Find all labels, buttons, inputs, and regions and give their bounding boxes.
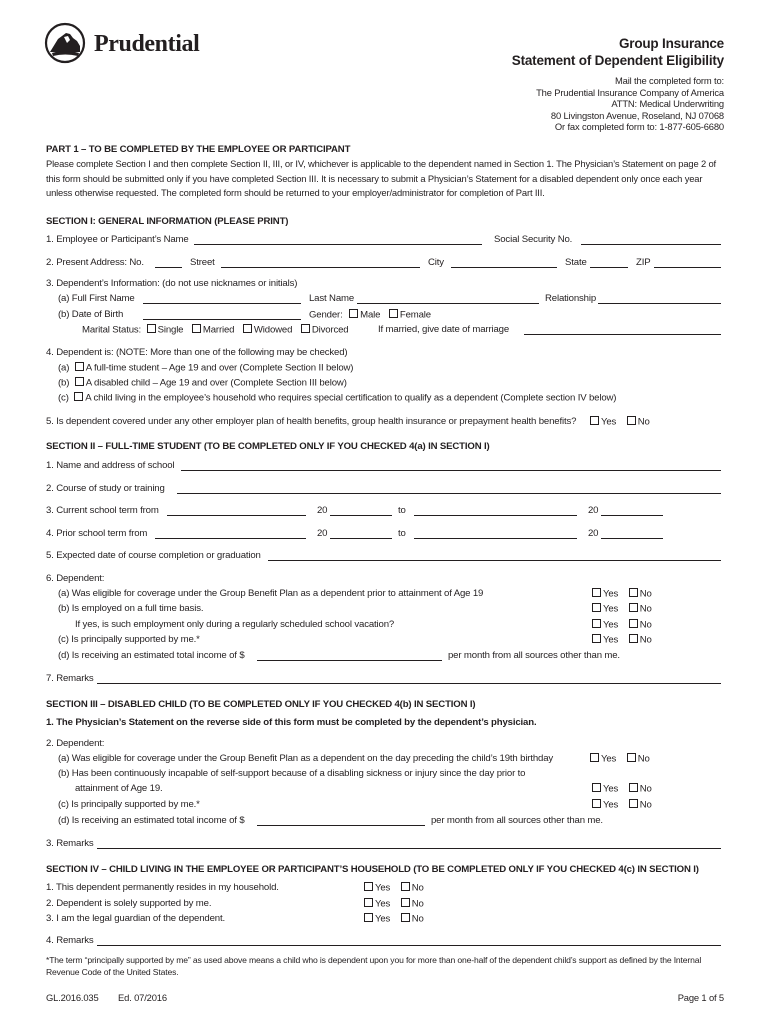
male-label: Male	[360, 309, 381, 321]
s3-dependent-label: 2. Dependent:	[46, 738, 105, 749]
q6c-label: (c) Is principally supported by me.*	[58, 634, 200, 645]
no-label: No	[639, 634, 652, 646]
mailing-instructions	[536, 75, 724, 133]
brand-name: Prudential	[94, 31, 200, 57]
no-label: No	[637, 753, 650, 765]
physician-statement-note: 1. The Physician’s Statement on the reverse side of this form must be completed by the dependent’s physician.	[46, 717, 537, 728]
prior-term-to-year-prefix: 20	[588, 528, 599, 539]
s4-q1-yes-checkbox[interactable]	[364, 882, 373, 891]
option-4b	[58, 377, 347, 389]
yes-label: Yes	[601, 416, 617, 428]
last-name-field[interactable]	[357, 294, 539, 304]
city-label: City	[428, 257, 444, 268]
yes-label: Yes	[603, 799, 619, 811]
yes-label: Yes	[603, 783, 619, 795]
s3-remarks-field[interactable]	[97, 839, 721, 849]
gender-label: Gender:	[309, 309, 343, 321]
no-label: No	[639, 603, 652, 615]
q6d-income-field[interactable]	[257, 651, 442, 661]
q2a-no-checkbox[interactable]	[627, 753, 636, 762]
prior-term-to-field[interactable]	[414, 529, 577, 539]
q2b2-label: attainment of Age 19.	[75, 783, 163, 794]
q6a-label: (a) Was eligible for coverage under the Group Benefit Plan as a dependent prior to attainment of Age 19	[58, 588, 484, 599]
zip-field[interactable]	[654, 258, 721, 268]
q6c-yes-checkbox[interactable]	[592, 634, 601, 643]
course-label: 2. Course of study or training	[46, 483, 165, 494]
option-4a-prefix: (a)	[58, 362, 70, 374]
male-checkbox[interactable]	[349, 309, 358, 318]
q2a-yes-checkbox[interactable]	[590, 753, 599, 762]
other-coverage-no-checkbox[interactable]	[627, 416, 636, 425]
option-4b-prefix: (b)	[58, 377, 70, 389]
option-4c-label: A child living in the employee’s household who requires special certification to qualify as a dependent (Complete section IV below)	[85, 392, 617, 404]
s2-remarks-field[interactable]	[97, 674, 721, 684]
q6b-options	[592, 603, 652, 615]
yes-label: Yes	[603, 634, 619, 646]
part1-instructions: Please complete Section I and then complete Section II, III, or IV, whichever is applicable to the dependent named in Section 1. The Physician’s Statement on page 2 of this form should be submitted only if you have completed Section III. It is necessary to submit a Physician’s Statement for a disabled dependent only once each year unless otherwise requested. The completed form should be returned to your employer/administrator for completion of Part III.	[46, 158, 716, 199]
zip-label: ZIP	[636, 257, 651, 268]
q2d-label: (d) Is receiving an estimated total income of $	[58, 815, 245, 826]
prior-term-from-year-prefix: 20	[317, 528, 328, 539]
prior-term-to-year-field[interactable]	[601, 529, 663, 539]
q2c-yes-checkbox[interactable]	[592, 799, 601, 808]
section3-heading: SECTION III – DISABLED CHILD (TO BE COMPLETED ONLY IF YOU CHECKED 4(b) IN SECTION I)	[46, 699, 476, 710]
q2c-options	[592, 799, 652, 811]
marital-label: Marital Status:	[82, 324, 142, 336]
current-term-to-year-prefix: 20	[588, 505, 599, 516]
q2c-label: (c) Is principally supported by me.*	[58, 799, 200, 810]
school-name-label: 1. Name and address of school	[46, 460, 175, 471]
city-field[interactable]	[451, 258, 557, 268]
completion-date-label: 5. Expected date of course completion or graduation	[46, 550, 261, 561]
q2b-yes-checkbox[interactable]	[592, 783, 601, 792]
option-4c-checkbox[interactable]	[74, 392, 83, 401]
q6b2-options	[592, 619, 652, 631]
prior-term-label: 4. Prior school term from	[46, 528, 148, 539]
s4-q1-options	[364, 882, 424, 894]
marriage-date-field[interactable]	[524, 325, 721, 335]
edition: Ed. 07/2016	[118, 992, 167, 1003]
s4-q3-options	[364, 913, 424, 925]
q2b-label: (b) Has been continuously incapable of self-support because of a disabling sickness or injury since the day prior to	[58, 768, 526, 779]
option-4a-checkbox[interactable]	[75, 362, 84, 371]
street-label: Street	[190, 257, 215, 268]
s4-q2-options	[364, 898, 424, 910]
option-4a	[58, 362, 353, 374]
other-coverage-options	[590, 416, 650, 428]
s4-remarks-field[interactable]	[97, 936, 721, 946]
state-field[interactable]	[590, 258, 628, 268]
s4-q2-yes-checkbox[interactable]	[364, 898, 373, 907]
s4-q3-no-checkbox[interactable]	[401, 913, 410, 922]
section4-heading: SECTION IV – CHILD LIVING IN THE EMPLOYEE OR PARTICIPANT’S HOUSEHOLD (TO BE COMPLETED ONLY IF YOU CHECKED 4(c) IN SECTION I)	[46, 864, 699, 875]
yes-label: Yes	[603, 619, 619, 631]
q6b2-label: If yes, is such employment only during a regularly scheduled school vacation?	[75, 619, 395, 630]
dob-label: (b) Date of Birth	[58, 309, 124, 320]
s2-remarks-label: 7. Remarks	[46, 673, 94, 684]
employee-name-field[interactable]	[194, 235, 482, 245]
ssn-label: Social Security No.	[494, 234, 573, 245]
form-number: GL.2016.035	[46, 992, 99, 1003]
q6b-yes-checkbox[interactable]	[592, 603, 601, 612]
employee-name-label: 1. Employee or Participant’s Name	[46, 234, 189, 245]
current-term-from-year-prefix: 20	[317, 505, 328, 516]
s4-q1-no-checkbox[interactable]	[401, 882, 410, 891]
single-label: Single	[157, 324, 184, 336]
form-title-line1: Group Insurance	[618, 36, 724, 51]
other-coverage-yes-checkbox[interactable]	[590, 416, 599, 425]
other-coverage-label: 5. Is dependent covered under any other employer plan of health benefits, group health insurance or prepayment health benefits?	[46, 416, 577, 427]
section1-heading: SECTION I: GENERAL INFORMATION (PLEASE PRINT)	[46, 216, 289, 227]
female-checkbox[interactable]	[389, 309, 398, 318]
course-field[interactable]	[177, 484, 721, 494]
single-checkbox[interactable]	[147, 324, 156, 333]
current-term-label: 3. Current school term from	[46, 505, 159, 516]
relationship-label: Relationship	[545, 293, 596, 304]
yes-label: Yes	[375, 913, 391, 925]
part1-heading: PART 1 – TO BE COMPLETED BY THE EMPLOYEE OR PARTICIPANT	[46, 144, 351, 155]
option-4c-prefix: (c)	[58, 392, 69, 404]
q2b-no-checkbox[interactable]	[629, 783, 638, 792]
q6a-no-checkbox[interactable]	[629, 588, 638, 597]
q2d-income-field[interactable]	[257, 816, 425, 826]
q2d-tail: per month from all sources other than me.	[431, 815, 603, 826]
page-number: Page 1 of 5	[677, 992, 724, 1003]
current-term-to-field[interactable]	[414, 506, 577, 516]
current-term-from-year-field[interactable]	[330, 506, 392, 516]
q2c-no-checkbox[interactable]	[629, 799, 638, 808]
q6a-yes-checkbox[interactable]	[592, 588, 601, 597]
mail-line: Mail the completed form to:	[614, 75, 724, 86]
q2b-options	[592, 783, 652, 795]
mail-line: Or fax completed form to: 1-877-605-6680	[554, 121, 724, 133]
divorced-checkbox[interactable]	[301, 324, 310, 333]
q6b2-no-checkbox[interactable]	[629, 619, 638, 628]
state-label: State	[565, 257, 587, 268]
marital-group	[82, 324, 348, 336]
street-field[interactable]	[221, 258, 420, 268]
s3-remarks-label: 3. Remarks	[46, 838, 94, 849]
s4-q1-label: 1. This dependent permanently resides in my household.	[46, 882, 279, 893]
ssn-field[interactable]	[581, 235, 721, 245]
prior-term-to-label: to	[398, 528, 406, 539]
yes-label: Yes	[603, 603, 619, 615]
address-no-label: 2. Present Address: No.	[46, 257, 144, 268]
female-label: Female	[399, 309, 431, 321]
married-checkbox[interactable]	[192, 324, 201, 333]
prior-term-from-field[interactable]	[155, 529, 306, 539]
no-label: No	[639, 799, 652, 811]
s4-q2-no-checkbox[interactable]	[401, 898, 410, 907]
current-term-to-label: to	[398, 505, 406, 516]
q2a-label: (a) Was eligible for coverage under the Group Benefit Plan as a dependent on the day preceding the child’s 19th birthday	[58, 753, 554, 764]
q6b-no-checkbox[interactable]	[629, 603, 638, 612]
footnote: *The term “principally supported by me” as used above means a child who is dependent upon you for more than one-half of the dependent child’s support as defined by the Internal Revenue Code of the United States.	[46, 955, 702, 977]
section2-heading: SECTION II – FULL-TIME STUDENT (TO BE COMPLETED ONLY IF YOU CHECKED 4(a) IN SECTION I)	[46, 441, 490, 452]
dependent-info-label: 3. Dependent’s Information: (do not use nicknames or initials)	[46, 278, 298, 289]
address-no-field[interactable]	[155, 258, 182, 268]
relationship-field[interactable]	[598, 294, 721, 304]
married-label: Married	[202, 324, 235, 336]
prudential-logo	[44, 22, 214, 66]
dependent-label: 6. Dependent:	[46, 573, 105, 584]
option-4b-checkbox[interactable]	[75, 377, 84, 386]
mail-line: 80 Livingston Avenue, Roseland, NJ 07068	[550, 109, 724, 121]
s4-q2-label: 2. Dependent is solely supported by me.	[46, 898, 212, 909]
q6c-no-checkbox[interactable]	[629, 634, 638, 643]
widowed-checkbox[interactable]	[243, 324, 252, 333]
q6a-options	[592, 588, 652, 600]
q6b2-yes-checkbox[interactable]	[592, 619, 601, 628]
s4-q3-yes-checkbox[interactable]	[364, 913, 373, 922]
no-label: No	[411, 882, 424, 894]
dependent-is-label: 4. Dependent is: (NOTE: More than one of the following may be checked)	[46, 347, 348, 358]
no-label: No	[639, 783, 652, 795]
completion-date-field[interactable]	[268, 551, 721, 561]
q6d-tail: per month from all sources other than me.	[448, 650, 620, 661]
marriage-date-label: If married, give date of marriage	[378, 324, 510, 335]
no-label: No	[639, 588, 652, 600]
option-4c	[58, 392, 616, 404]
first-name-label: (a) Full First Name	[58, 293, 135, 304]
no-label: No	[411, 898, 424, 910]
mail-line: ATTN: Medical Underwriting	[611, 98, 724, 110]
q6d-label: (d) Is receiving an estimated total income of $	[58, 650, 245, 661]
yes-label: Yes	[375, 882, 391, 894]
yes-label: Yes	[601, 753, 617, 765]
current-term-to-year-field[interactable]	[601, 506, 663, 516]
first-name-field[interactable]	[143, 294, 301, 304]
prior-term-from-year-field[interactable]	[330, 529, 392, 539]
mail-line: The Prudential Insurance Company of America	[536, 86, 724, 98]
yes-label: Yes	[375, 898, 391, 910]
current-term-from-field[interactable]	[167, 506, 306, 516]
dob-field[interactable]	[143, 310, 301, 320]
q6b-label: (b) Is employed on a full time basis.	[58, 603, 204, 614]
widowed-label: Widowed	[253, 324, 293, 336]
rock-of-gibraltar-icon	[44, 22, 88, 66]
option-4a-label: A full-time student – Age 19 and over (Complete Section II below)	[85, 362, 354, 374]
divorced-label: Divorced	[311, 324, 349, 336]
no-label: No	[411, 913, 424, 925]
s4-q3-label: 3. I am the legal guardian of the dependent.	[46, 913, 226, 924]
q6c-options	[592, 634, 652, 646]
q2a-options	[590, 753, 650, 765]
last-name-label: Last Name	[309, 293, 355, 304]
no-label: No	[637, 416, 650, 428]
form-title-line2: Statement of Dependent Eligibility	[511, 53, 724, 68]
yes-label: Yes	[603, 588, 619, 600]
s4-remarks-label: 4. Remarks	[46, 935, 94, 946]
no-label: No	[639, 619, 652, 631]
school-name-field[interactable]	[181, 461, 721, 471]
option-4b-label: A disabled child – Age 19 and over (Complete Section III below)	[85, 377, 347, 389]
gender-group	[309, 309, 431, 321]
